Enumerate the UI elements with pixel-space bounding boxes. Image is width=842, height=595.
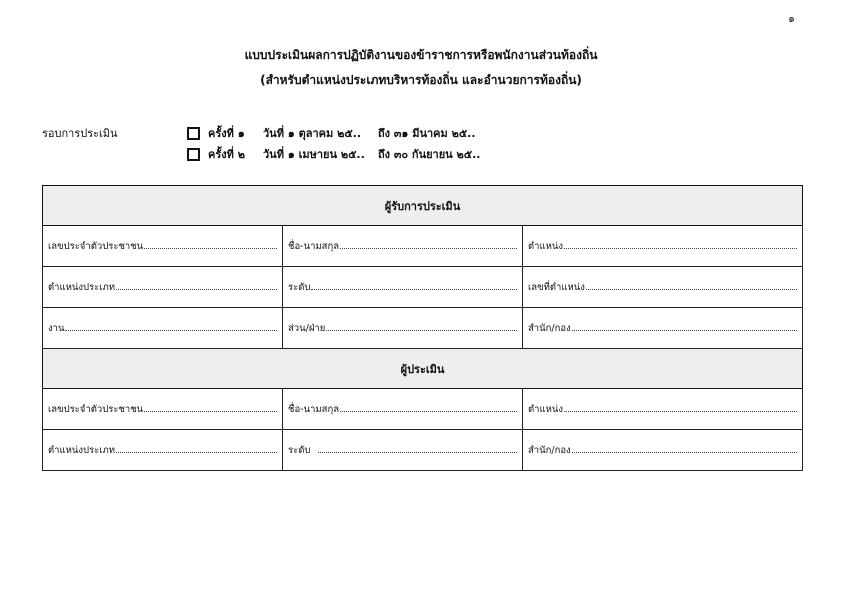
round-1-checkbox[interactable] xyxy=(187,127,200,140)
evaluation-form-table xyxy=(42,185,803,471)
evaluatee-position-type-field[interactable] xyxy=(43,267,283,308)
evaluatee-office-label: สำนัก/กอง xyxy=(528,322,571,334)
form-title: แบบประเมินผลการปฏิบัติงานของข้าราชการหรือพนักงานส่วนท้องถิ่น xyxy=(244,48,598,62)
evaluator-level-label: ระดับ xyxy=(288,444,311,456)
evaluatee-id-field[interactable] xyxy=(43,226,283,267)
evaluatee-name-label: ชื่อ-นามสกุล xyxy=(288,240,340,252)
evaluator-id-label: เลขประจำตัวประชาชน xyxy=(48,403,144,415)
round-2-from: วันที่ ๑ เมษายน ๒๕.. xyxy=(263,148,365,161)
evaluatee-work-label: งาน xyxy=(48,322,65,334)
evaluator-position-type-label: ตำแหน่งประเภท xyxy=(48,444,116,456)
round-option-2 xyxy=(187,145,480,163)
evaluator-office-label: สำนัก/กอง xyxy=(528,444,571,456)
round-1-from: วันที่ ๑ ตุลาคม ๒๕.. xyxy=(263,127,362,140)
evaluatee-position-label: ตำแหน่ง xyxy=(528,240,564,252)
round-1-name: ครั้งที่ ๑ xyxy=(208,127,245,140)
evaluatee-position-type-label: ตำแหน่งประเภท xyxy=(48,281,116,293)
round-2-name: ครั้งที่ ๒ xyxy=(208,148,245,161)
evaluator-office-field[interactable] xyxy=(523,430,803,471)
evaluatee-name-field[interactable] xyxy=(283,226,523,267)
round-2-to: ถึง ๓๐ กันยายน ๒๕.. xyxy=(378,148,481,161)
evaluatee-level-label: ระดับ xyxy=(288,281,311,293)
evaluatee-position-number-label: เลขที่ตำแหน่ง xyxy=(528,281,585,293)
evaluator-position-type-field[interactable] xyxy=(43,430,283,471)
evaluatee-position-field[interactable] xyxy=(523,226,803,267)
evaluatee-work-field[interactable] xyxy=(43,308,283,349)
evaluator-name-field[interactable] xyxy=(283,389,523,430)
round-2-checkbox[interactable] xyxy=(187,148,200,161)
evaluator-position-label: ตำแหน่ง xyxy=(528,403,564,415)
evaluator-level-field[interactable] xyxy=(283,430,523,471)
evaluatee-heading: ผู้รับการประเมิน xyxy=(43,186,803,226)
evaluatee-section-label: ส่วน/ฝ่าย xyxy=(288,322,326,334)
evaluator-heading: ผู้ประเมิน xyxy=(43,349,803,389)
evaluatee-section-field[interactable] xyxy=(283,308,523,349)
round-option-1 xyxy=(187,124,476,142)
evaluation-round-label: รอบการประเมิน xyxy=(42,127,118,140)
evaluator-position-field[interactable] xyxy=(523,389,803,430)
page-number: ๑ xyxy=(788,12,795,25)
evaluatee-position-number-field[interactable] xyxy=(523,267,803,308)
round-1-to: ถึง ๓๑ มีนาคม ๒๕.. xyxy=(378,127,476,140)
evaluatee-level-field[interactable] xyxy=(283,267,523,308)
evaluator-name-label: ชื่อ-นามสกุล xyxy=(288,403,340,415)
evaluatee-id-label: เลขประจำตัวประชาชน xyxy=(48,240,144,252)
evaluatee-office-field[interactable] xyxy=(523,308,803,349)
form-subtitle: (สำหรับตำแหน่งประเภทบริหารท้องถิ่น และอำนวยการท้องถิ่น) xyxy=(260,73,582,87)
evaluator-id-field[interactable] xyxy=(43,389,283,430)
